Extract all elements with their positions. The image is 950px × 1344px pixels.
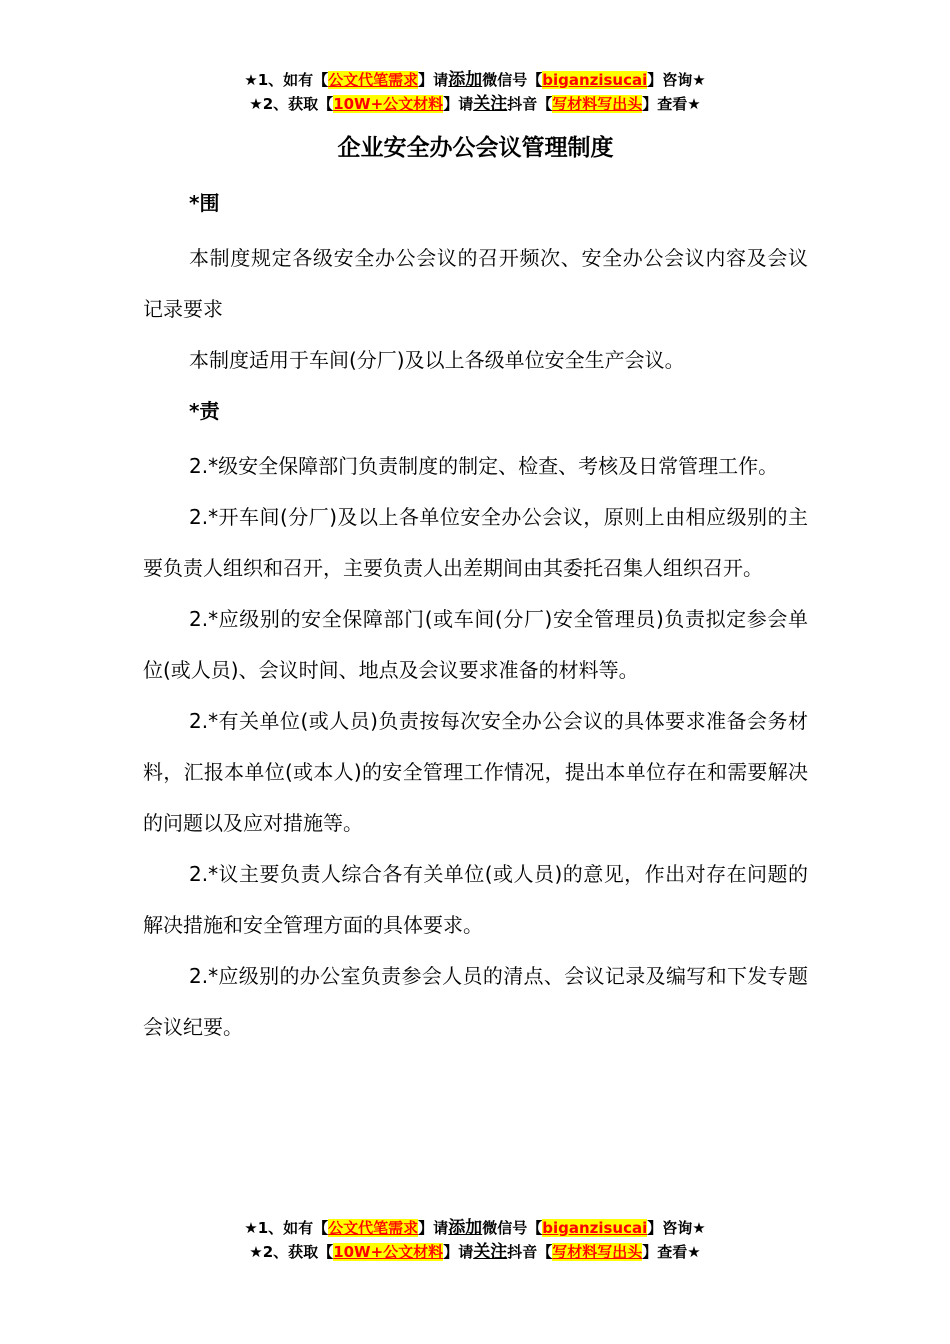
banner-highlight-wechat-id: biganzisucai (542, 1219, 648, 1237)
top-banner (0, 68, 950, 116)
banner-line-1 (0, 68, 950, 92)
banner-highlight-materials: 10W+公文材料 (333, 95, 444, 113)
paragraph: 2.*开车间(分厂)及以上各单位安全办公会议，原则上由相应级别的主要负责人组织和召开，主要负责人出差期间由其委托召集人组织召开。 (143, 505, 808, 580)
banner-text: 】请 (418, 1219, 449, 1237)
section-responsibilities (143, 386, 808, 1053)
banner-highlight-account: 写材料写出头 (552, 1243, 643, 1261)
section-scope (143, 178, 808, 386)
banner-line-2 (0, 92, 950, 116)
banner-text: 】查看★ (642, 95, 701, 113)
banner-highlight-service: 公文代笔需求 (328, 71, 419, 89)
banner-emphasis: 关注 (473, 1242, 508, 1262)
banner-line-1 (0, 1216, 950, 1240)
banner-highlight-service: 公文代笔需求 (328, 1219, 419, 1237)
banner-text: 微信号【 (482, 1219, 543, 1237)
banner-text: 】请 (443, 95, 474, 113)
banner-emphasis: 添加 (448, 1218, 483, 1238)
banner-emphasis: 添加 (448, 70, 483, 90)
banner-highlight-account: 写材料写出头 (552, 95, 643, 113)
document-body (143, 128, 808, 1053)
paragraph: 2.*应级别的安全保障部门(或车间(分厂)安全管理员)负责拟定参会单位(或人员)、会议时间、地点及会议要求准备的材料等。 (143, 607, 808, 682)
banner-highlight-wechat-id: biganzisucai (542, 71, 648, 89)
banner-line-2 (0, 1240, 950, 1264)
banner-text: ★2、获取【 (249, 95, 334, 113)
paragraph: 2.*级安全保障部门负责制度的制定、检查、考核及日常管理工作。 (189, 454, 779, 478)
paragraph: 2.*议主要负责人综合各有关单位(或人员)的意见，作出对存在问题的解决措施和安全管理方面的具体要求。 (143, 862, 808, 937)
banner-highlight-materials: 10W+公文材料 (333, 1243, 444, 1261)
banner-text: 】咨询★ (647, 71, 706, 89)
paragraph: 本制度规定各级安全办公会议的召开频次、安全办公会议内容及会议记录要求 (143, 246, 808, 321)
banner-text: ★1、如有【 (244, 71, 329, 89)
banner-text: 】请 (418, 71, 449, 89)
banner-text: 抖音【 (507, 1243, 553, 1261)
paragraph: 2.*有关单位(或人员)负责按每次安全办公会议的具体要求准备会务材料，汇报本单位(或本人)的安全管理工作情况，提出本单位存在和需要解决的问题以及应对措施等。 (143, 709, 808, 835)
bottom-banner (0, 1216, 950, 1264)
document-title: 企业安全办公会议管理制度 (337, 135, 614, 161)
banner-text: 】咨询★ (647, 1219, 706, 1237)
banner-text: 】请 (443, 1243, 474, 1261)
paragraph: 本制度适用于车间(分厂)及以上各级单位安全生产会议。 (189, 348, 685, 372)
banner-text: ★1、如有【 (244, 1219, 329, 1237)
banner-text: 抖音【 (507, 95, 553, 113)
banner-text: ★2、获取【 (249, 1243, 334, 1261)
section-heading: *责 (189, 399, 220, 423)
banner-emphasis: 关注 (473, 94, 508, 114)
banner-text: 微信号【 (482, 71, 543, 89)
banner-text: 】查看★ (642, 1243, 701, 1261)
section-heading: *围 (189, 191, 220, 215)
paragraph: 2.*应级别的办公室负责参会人员的清点、会议记录及编写和下发专题会议纪要。 (143, 964, 808, 1039)
